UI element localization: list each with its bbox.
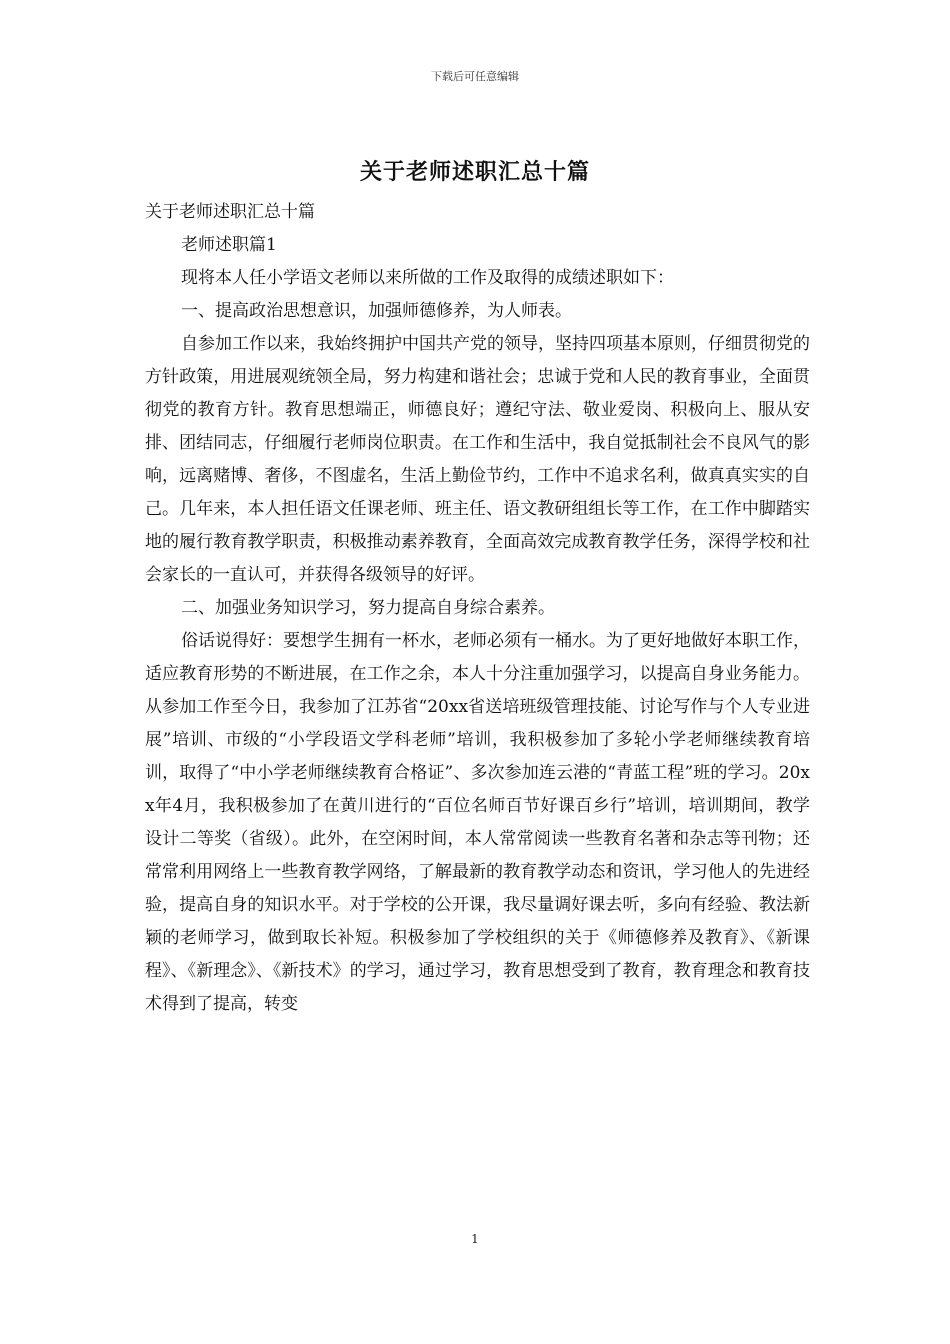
page-header-note: 下载后可任意编辑 [431,70,519,83]
document-title: 关于老师述职汇总十篇 [359,159,590,185]
page-number: 1 [471,1232,479,1246]
document-body [145,196,810,1021]
paragraph-heading: 一、提高政治思想意识，加强师德修养，为人师表。 [181,301,572,321]
paragraph-heading: 二、加强业务知识学习，努力提高自身综合素养。 [181,598,555,618]
paragraph: 现将本人任小学语文老师以来所做的工作及取得的成绩述职如下： [181,268,674,288]
paragraph: 自参加工作以来，我始终拥护中国共产党的领导，坚持四项基本原则，仔细贯彻党的方针政策，用进展观统领全局，努力构建和谐社会；忠诚于党和人民的教育事业，全面贯彻党的教育方针。教育思想端正，师德良好；遵纪守法、敬业爱岗、积极向上、服从安排、团结同志，仔细履行老师岗位职责。在工作和生活中，我自觉抵制社会不良风气的影响，远离赌博、奢侈，不图虚名，生活上勤俭节约，工作中不追求名利，做真真实实的自己。几年来，本人担任语文任课老师、班主任、语文教研组组长等工作，在工作中脚踏实地的履行教育教学职责，积极推动素养教育，全面高效完成教育教学任务，深得学校和社会家长的一直认可，并获得各级领导的好评。 [145,334,810,585]
section-heading: 老师述职篇1 [181,235,277,255]
document-subtitle: 关于老师述职汇总十篇 [145,202,315,222]
paragraph: 俗话说得好：要想学生拥有一杯水，老师必须有一桶水。为了更好地做好本职工作，适应教育形势的不断进展，在工作之余，本人十分注重加强学习，以提高自身业务能力。从参加工作至今日，我参加了江苏省“20xx省送培班级管理技能、讨论写作与个人专业进展”培训、市级的“小学段语文学科老师”培训，我积极参加了多轮小学老师继续教育培训，取得了“中小学老师继续教育合格证”、多次参加连云港的“青蓝工程”班的学习。20xx年4月，我积极参加了在黄川进行的“百位名师百节好课百乡行”培训，培训期间，教学设计二等奖（省级）。此外，在空闲时间，本人常常阅读一些教育名著和杂志等刊物；还常常利用网络上一些教育教学网络，了解最新的教育教学动态和资讯，学习他人的先进经验，提高自身的知识水平。对于学校的公开课，我尽量调好课去听，多向有经验、教法新颖的老师学习，做到取长补短。积极参加了学校组织的关于《师德修养及教育》、《新课程》、《新理念》、《新技术》的学习，通过学习，教育思想受到了教育，教育理念和教育技术得到了提高，转变 [145,631,810,1014]
